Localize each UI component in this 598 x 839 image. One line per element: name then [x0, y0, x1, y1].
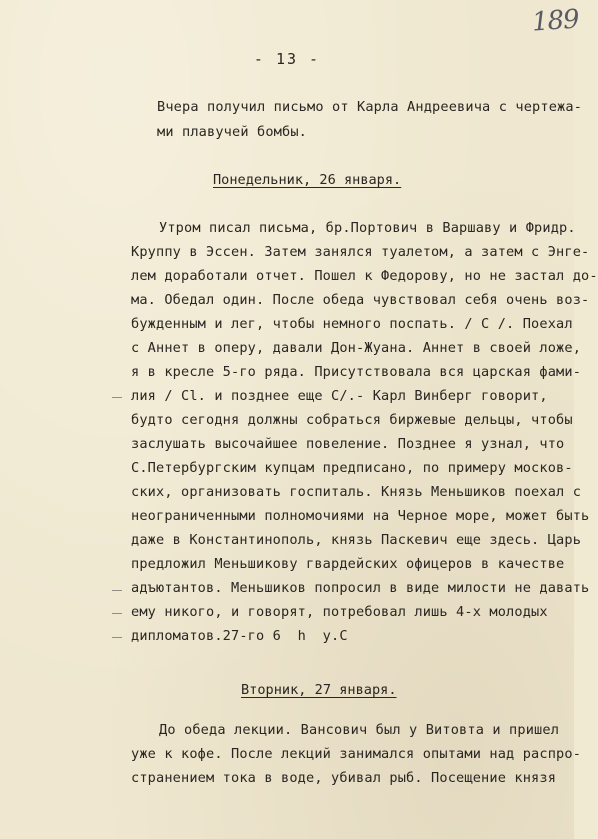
text-line: предложил Меньшикову гвардейских офицеров в качестве: [131, 556, 565, 572]
text-line: бужденным и лег, чтобы немного поспать. / С /. Поехал: [131, 316, 573, 332]
margin-mark: [112, 590, 122, 591]
text-line: ему никого, и говорят, потребовал лишь 4-х молодых: [131, 604, 548, 620]
text-line: Круппу в Эссен. Затем занялся туалетом, а затем с Энге-: [131, 244, 590, 260]
text-line: даже в Константинополь, князь Паскевич еще здесь. Царь: [131, 532, 582, 548]
section-heading-tuesday: Вторник, 27 января.: [241, 682, 397, 698]
text-line: заслушать высочайшее повеление. Позднее я узнал, что: [131, 436, 565, 452]
text-line: ми плавучей бомбы.: [157, 124, 308, 140]
margin-mark: [112, 613, 122, 614]
text-line: лия / Cl. и позднее еще С/.- Карл Винберг говорит,: [131, 388, 548, 404]
text-line: ма. Обедал один. После обеда чувствовал себя очень воз-: [131, 292, 590, 308]
text-line: адъютантов. Меньшиков попросил в виде милости не давать: [131, 580, 590, 596]
page-number: - 13 -: [253, 50, 321, 68]
text-line: Вчера получил письмо от Карла Андреевича с чертежа-: [157, 99, 583, 115]
text-line: лем доработали отчет. Пошел к Федорову, но не застал до-: [131, 268, 598, 284]
archive-number: 189: [531, 4, 580, 38]
text-line: неограниченными полномочиями на Черное море, может быть: [131, 508, 590, 524]
text-line: я в кресле 5-го ряда. Присутствовала вся царская фами-: [131, 364, 582, 380]
margin-mark: [112, 637, 122, 638]
text-line: Утром писал письма, бр.Портович в Варшаву и Фридр.: [159, 220, 576, 236]
text-line: уже к кофе. После лекций занимался опытами над распро-: [131, 746, 582, 762]
text-line: До обеда лекции. Вансович был у Витовта и пришел: [159, 722, 560, 738]
section-heading-monday: Понедельник, 26 января.: [213, 172, 402, 188]
text-line: ских, организовать госпиталь. Князь Меньшиков поехал с: [131, 484, 582, 500]
text-line: будто сегодня должны собраться биржевые дельцы, чтобы: [131, 412, 573, 428]
text-line: дипломатов.27-го 6 h у.С: [131, 628, 348, 644]
text-line: странением тока в воде, убивал рыб. Посещение князя: [131, 770, 557, 786]
text-line: С.Петербургским купцам предписано, по примеру москов-: [131, 460, 573, 476]
text-line: с Аннет в оперу, давали Дон-Жуана. Аннет в своей ложе,: [131, 340, 582, 356]
margin-mark: [112, 397, 122, 398]
